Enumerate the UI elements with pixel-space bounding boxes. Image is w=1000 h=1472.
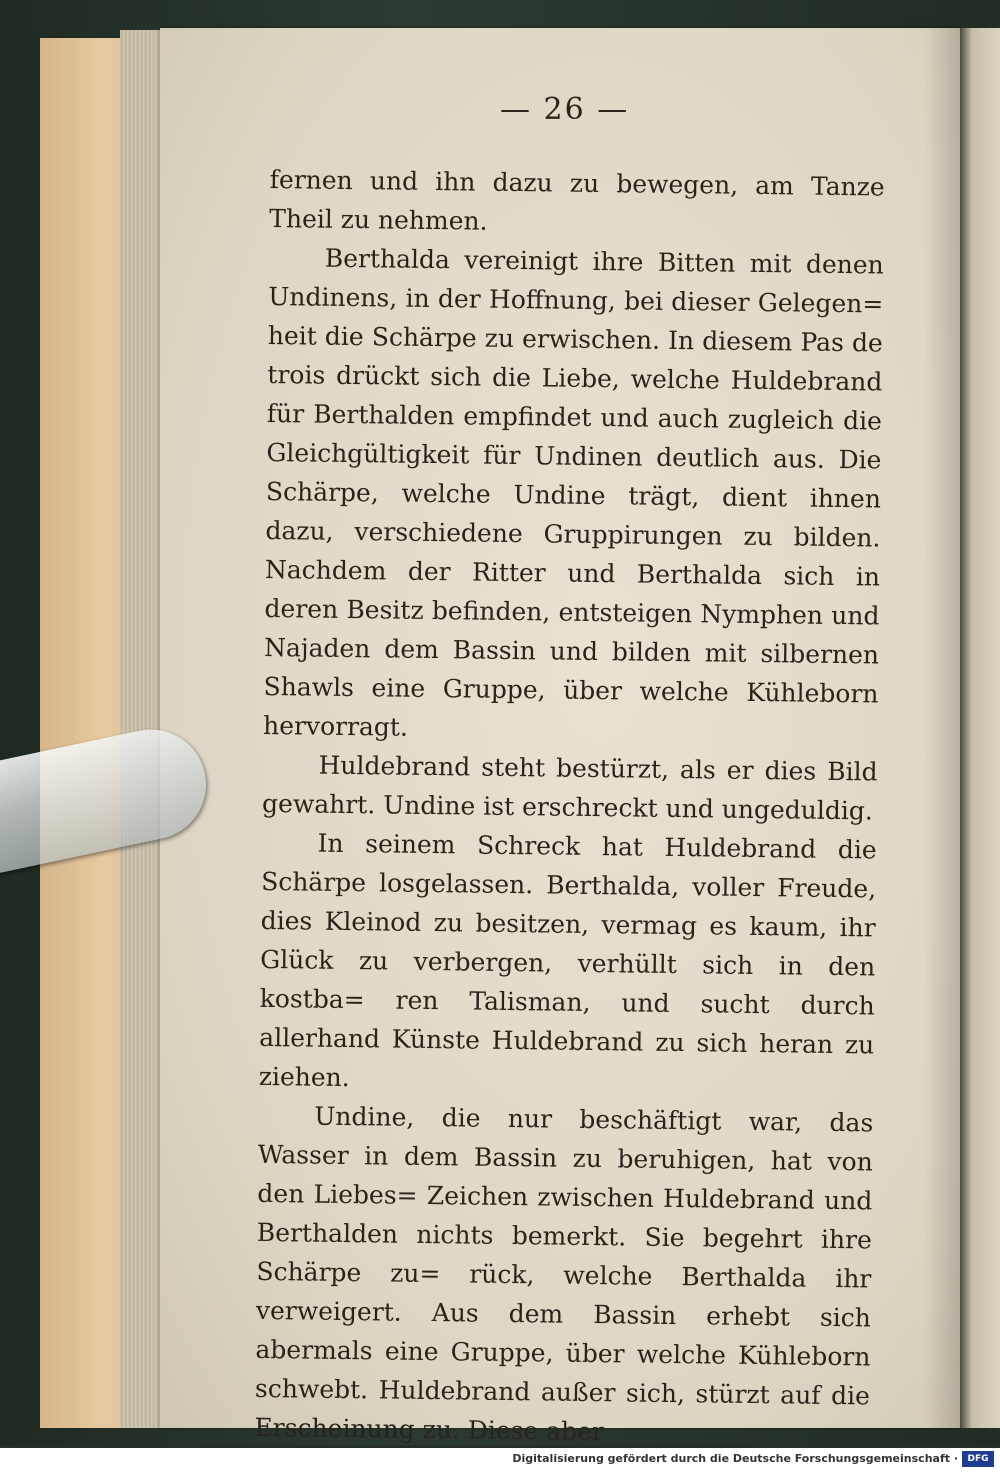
paragraph: Berthalda vereinigt ihre Bitten mit denen Undinens, in der Hoffnung, bei dieser Gelegen= heit die Schärpe zu erwischen. In diesem Pas de trois drückt sich die Liebe, welche Huldebrand für Berthalden empfindet und auch zugleich die Gleichgültigkeit für Undinen deutlich aus. Die Schärpe, welche Undine trägt, dient ihnen dazu, verschiedene Gruppirungen zu bilden. Nachdem der Ritter und Berthalda sich in deren Besitz befinden, entsteigen Nymphen und Najaden dem Bassin und bilden mit silbernen Shawls eine Gruppe, über welche Kühleborn hervorragt. bbox=[262, 243, 884, 742]
facing-page-edge bbox=[960, 28, 1000, 1428]
page-text bbox=[254, 160, 885, 1454]
paragraph: fernen und ihn dazu zu bewegen, am Tanze Theil zu nehmen. bbox=[269, 164, 885, 236]
footer-bar bbox=[0, 1448, 1000, 1472]
paragraph: Huldebrand steht bestürzt, als er dies Bild gewahrt. Undine ist erschreckt und ungeduldig. bbox=[261, 750, 878, 826]
paragraph: Undine, die nur beschäftigt war, das Wasser in dem Bassin zu beruhigen, hat von den Liebes= Zeichen zwischen Huldebrand und Berthalden nichts bemerkt. Sie begehrt ihre Schärpe zu= rück, welche Berthalda ihr verweigert. Aus dem Bassin erhebt sich abermals eine Gruppe, über welche Kühleborn schwebt. Huldebrand außer sich, stürzt auf die Erscheinung zu. Diese aber bbox=[254, 1101, 874, 1447]
paragraph: In seinem Schreck hat Huldebrand die Schärpe losgelassen. Berthalda, voller Freude, dies Kleinod zu besitzen, vermag es kaum, ihr Glück zu verbergen, verhüllt sich in den kostba= ren Talisman, und sucht durch allerhand Künste Huldebrand zu sich heran zu ziehen. bbox=[258, 828, 877, 1093]
page-number-header: — 26 — bbox=[500, 92, 630, 127]
page-gutter-shadow bbox=[924, 28, 960, 1428]
funding-credit: Digitalisierung gefördert durch die Deutsche Forschungsgemeinschaft · bbox=[512, 1452, 958, 1465]
dfg-logo-icon: DFG bbox=[962, 1451, 994, 1467]
